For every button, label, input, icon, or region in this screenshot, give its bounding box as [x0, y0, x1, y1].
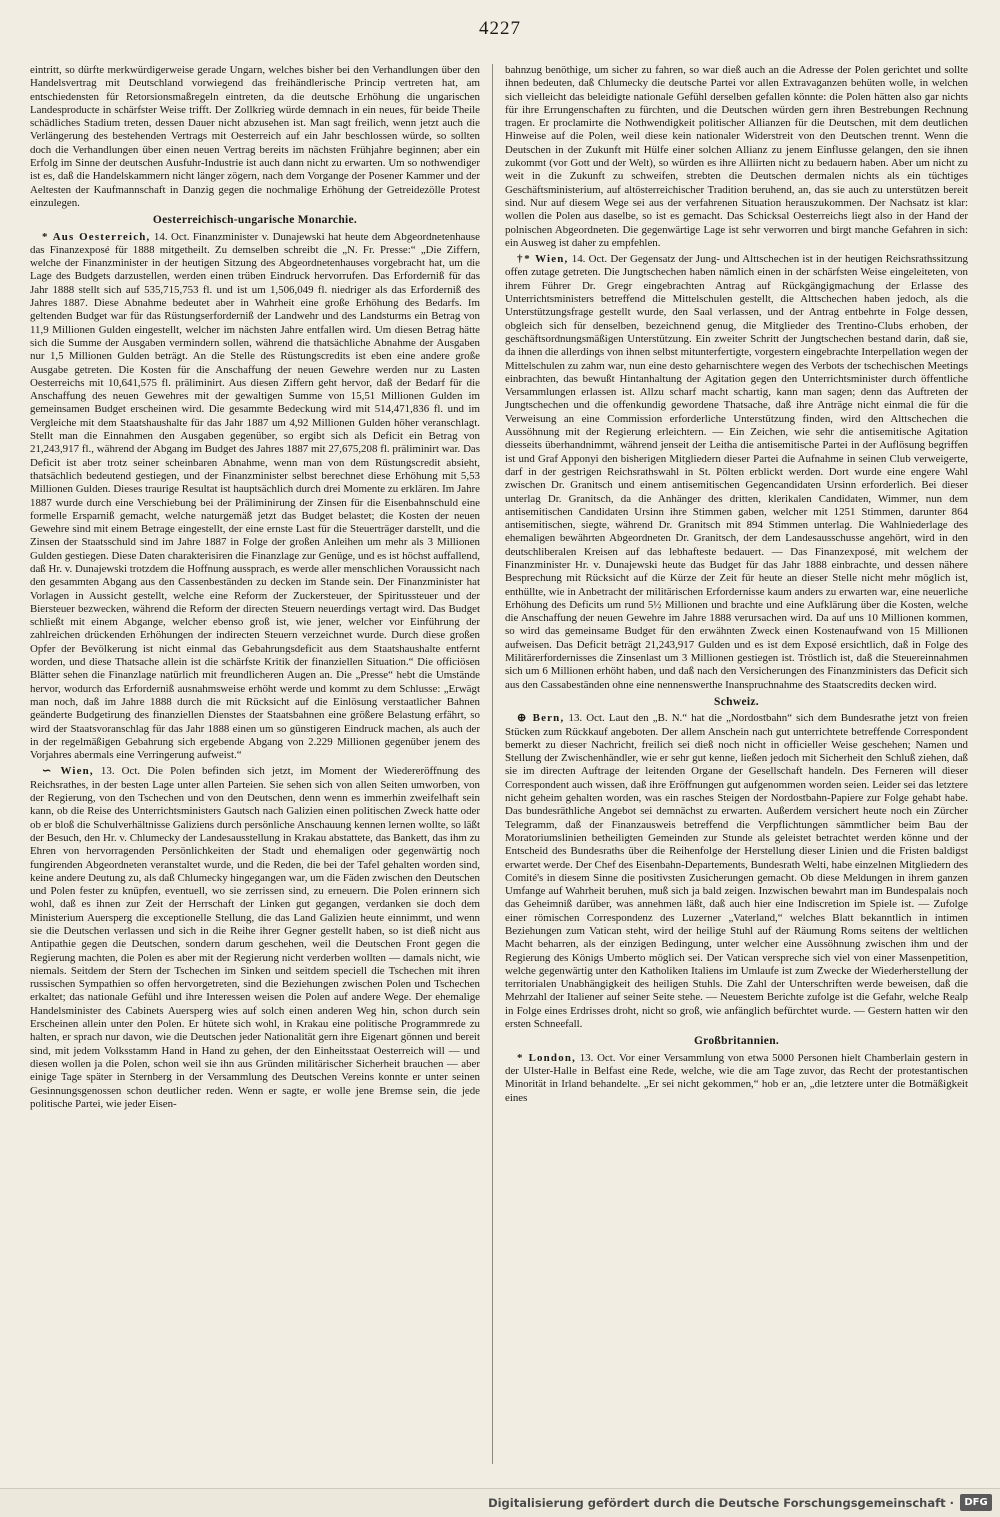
- article-vienna-czechs-text: 14. Oct. Der Gegensatz der Jung- und Alttschechen ist in der heutigen Reichsrathssitzung offen zutage getreten. Die Jungtschechen haben nämlich einen in der schärfsten Weise eingeleiteten, von ihrem Führer Dr. Gregr eingebrachten Antrag auf Rückgängigmachung der Erlasse des Unterrichtsministers betreffend die Mittelschulen gestellt, die Alttschechen haben jedoch, als die Unterstützungsfrage gestellt wurde, den Saal verlassen, und der Antrag entbehrte in Folge dessen, obgleich sich für denselben, bezeichnend genug, die Mitglieder des Trentino-Clubs erhoben, der geschäftsordnungsmäßigen Unterstützung. Ein zweiter Schritt der Jungtschechen bestand darin, daß sie, da ihnen die allerdings von ihnen selbst mitunterfertigte, vorgestern eingebrachte Interpellation wegen der Mittelschulen zu zahm war, nun eine desto geharnischtere wegen des Verbots der tschechischen Meetings einbrachten, das bewußt Hintanhaltung der Agitation gegen den Unterrichtsminister durch öffentliche Versammlungen erlassen ist. Allzu scharf macht schartig, kann man sagen; denn das Auftreten der Jungtschechen und die offenkundig gewordene Thatsache, daß ihre Anträge nicht einmal die für die Verweisung an eine Commission erforderliche Unterstützung finden, wird den Alttschechen die Aussöhnung mit der Regierung erleichtern. — Ein Zeichen, wie sehr die antisemitische Agitation diesseits überhandnimmt, während jenseit der Leitha die antisemitische Partei in der Auflösung begriffen ist und Graf Apponyi den bisherigen Mitgliedern dieser Partei die Aufnahme in seinen Club verweigerte, darf in der gestrigen Reichsrathswahl in St. Pölten erblickt werden. Dort wurde eine engere Wahl zwischen Dr. Granitsch und einem antisemitischen Gegencandidaten Ursinn erforderlich. Bei dieser unterlag Dr. Granitsch, da die Anhänger des dritten, klerikalen Candidaten, Wimmer, nun dem antisemitischen Candidaten Ursinn ihre Stimmen gaben, welcher mit 1251 Stimmen, darunter 864 antisemitischen, siegte, während Dr. Granitsch mit 894 Stimmen unterlag. Die Wahlniederlage des ehemaligen bewährten Abgeordneten Dr. Granitsch, der dem Landesausschusse angehört, wird in den deutschliberalen Kreisen auf das lebhafteste bedauert. — Das Finanzexposé, mit welchem der Finanzminister Hr. v. Dunajewski heute das Budget für das Jahr 1888 einbrachte, und dessen nähere Besprechung mit Rücksicht auf die Kürze der Zeit für heute an dieser Stelle nicht mehr möglich ist, enthüllte, wie in Anbetracht der militärischen Erfordernisse kaum anders zu erwarten war, eine neuerliche Erhöhung des Deficits um rund 5½ Millionen und brachte und eine Aufklärung über die Kosten, welche die Anschaffung der neuen Gewehre im Jahre 1888 verursachen wird. Da auf uns 10 Millionen kommen, so wird das gemeinsame Budget für den erwähnten Zweck einen Kostenaufwand von 15 Millionen aufweisen. Das Deficit beträgt 21,243,917 Gulden und es ist dem Exposé ersichtlich, daß in Folge des Militärerfordernisses die Zinsenlast um 3 Millionen gestiegen ist. Tröstlich ist, daß die Steuereinnahmen sich um 6 Millionen erhöht haben, und daß nach den Versicherungen des Finanzministers das Deficit sich aus den Cassabeständen ohne eine nennenswerthe Inanspruchnahme des Staatscredits decken wird.: [505, 253, 968, 691]
- article-vienna-poles-continued: bahnzug benöthige, um sicher zu fahren, so war dieß auch an die Adresse der Polen gerichtet und sollte ihnen bedeuten, daß Chlumecky die deutsche Partei vor allen Extravaganzen behüten wolle, in welchen sich vielleicht das beleidigte nationale Gefühl derselben gefallen könnte: die Polen hätten also gar nichts für ihre Errungenschaften zu fürchten, und die Deutschen würden gern ihren Bestrebungen Rechnung tragen. Er proclamirte die Nothwendigkeit politischer Allianzen für die Deutschen, mit dem deutlichen Hinweise auf die Polen, weil diese kein nationaler Widerstreit von den Deutschen trennt. Wenn die Deutschen in der Zukunft mit Hülfe einer solchen Allianz zu jenem Einflusse gelangen, den sie ihnen zukommt (vor Gott und der Welt), so würden es ihre Alliirten nicht zu bedauern haben. Aber um nicht zu weit in die Zukunft zu schweifen, strebten die Deutschen dermalen nichts als ein tüchtiges Geschäftsministerium, auf altösterreichischer Tradition beruhend, an, das sie auch zu unterstützen bereit sind. Nur auf diesem Wege sei aus der verfahrenen Situation herauszukommen. Der Nachsatz ist klar: wollen die Polen aus daselbe, so ist es gemacht. Das Schicksal Oesterreichs liegt also in der Hand der polnischen Abgeordneten. Die gegenwärtige Lage ist sehr verworren und birgt manche Gefahren in sich: ein Ausweg ist daher zu empfehlen.: [505, 64, 968, 249]
- dateline-austria: * Aus Oesterreich,: [42, 230, 151, 243]
- article-vienna-czechs: [505, 253, 968, 692]
- right-column: [505, 64, 968, 1464]
- article-london: [505, 1052, 968, 1105]
- section-heading-austria: Oesterreichisch-ungarische Monarchie.: [152, 214, 358, 227]
- left-column: [30, 64, 480, 1464]
- article-london-text: 13. Oct. Vor einer Versammlung von etwa 5000 Personen hielt Chamberlain gestern in der Ulster-Halle in Belfast eine Rede, welche, wie die am Tage zuvor, das Recht der protestantischen Minorität in Irland behandelte. „Er sei nicht gekommen,“ hob er an, „die letztere unter die Botmäßigkeit eines: [505, 1051, 968, 1104]
- article-bern: [505, 712, 968, 1031]
- article-continuation: eintritt, so dürfte merkwürdigerweise gerade Ungarn, welches bisher bei den Verhandlungen über den Handelsvertrag mit Deutschland vorwiegend das freihändlerische Princip vertreten hat, am entschiedensten für Retorsionsmaßregeln eintreten, da die deutsche Erhöhung die ungarischen Landesproducte in schärfster Weise trifft. Der Zollkrieg würde demnach in ein neues, für beide Theile schädliches Stadium treten, dessen Dauer nicht abzusehen ist. Man sagt freilich, wenn jetzt auch die Verlängerung des bestehenden Vertrags mit Oesterreich auf ein Jahr beschlossen würde, so sollten doch die Verhandlungen über einen neuen Vertrag bereits im nächsten Frühjahre beginnen; aber ein Erfolg im Sinne der deutschen Ausfuhr-Industrie ist auch dann nicht zu erwarten. Um so nothwendiger ist es, daß die Handelskammern nicht länger zögern, nach dem Vorgange der Posener Kammer und der Aeltesten der Kaufmannschaft in Danzig gegen die nochmalige Erhöhung der Getreidezölle Protest einzulegen.: [30, 64, 480, 209]
- dateline-vienna-1: ∽ Wien,: [42, 765, 94, 778]
- section-heading-britain: Großbritannien.: [693, 1035, 780, 1048]
- column-divider: [492, 64, 493, 1464]
- article-austria-finance: [30, 231, 480, 763]
- dfg-logo: DFG: [960, 1494, 992, 1511]
- funding-credit: Digitalisierung gefördert durch die Deutsche Forschungsgemeinschaft ·: [488, 1496, 954, 1510]
- dateline-bern: ⊕ Bern,: [517, 712, 565, 725]
- section-heading-switzerland: Schweiz.: [714, 695, 759, 708]
- footer-bar: [0, 1488, 1000, 1517]
- article-austria-finance-text: 14. Oct. Finanzminister v. Dunajewski hat heute dem Abgeordnetenhause das Finanzexposé für 1888 mitgetheilt. Zu demselben schreibt die „N. Fr. Presse:“ „Die Ziffern, welche der Finanzminister in der heutigen Sitzung des Abgeordnetenhauses vorgebracht hat, um die Lage des Budgets darzustellen, werden einen trüben Eindruck hervorrufen. Das Erforderniß für das Jahr 1888 stellt sich auf 535,715,753 fl. und ist um 1,506,049 fl. niedriger als das Erforderniß des Jahres 1887. Diese Abnahme bedeutet aber in Wahrheit eine große Erhöhung des Bedarfs. Im geltenden Budget war für das Rüstungserforderniß der Landwehr und des Landsturms ein Betrag von 11,9 Millionen Gulden eingestellt, welcher im nächsten Jahre entfallen wird. Um diesen Betrag hätte sich die Summe der Ausgaben vermindern sollen, während die thatsächliche Abnahme der Ausgaben nur 1,5 Millionen Gulden beträgt. An die Stelle des Rüstungscredits ist eben eine andere große Ausgabe getreten. Die Kosten für die Anschaffung der neuen Gewehre werden nur zu Lasten Oesterreichs mit 10,641,575 fl. präliminirt. Aus diesen Ziffern geht hervor, daß der Bedarf für die Anschaffung des neuen Gewehres mit der gewaltigen Summe von 15,51 Millionen Gulden im gemeinsamen Budget erscheinen wird. Die gesammte Bedeckung wird mit 514,471,836 fl. und im Vergleiche mit dem Staatshaushalte für das Jahr 1887 um 4,92 Millionen Gulden höher veranschlagt. Stellt man die Einnahmen den Ausgaben gegenüber, so ergibt sich als Deficit ein Betrag von 21,243,917 fl., während der Abgang im Budget des Jahres 1887 mit 27,675,208 fl. präliminirt war. Das Deficit ist aber trotz seiner scheinbaren Abnahme, wenn man von dem Rüstungscredit absieht, thatsächlich bedeutend gestiegen, und der Finanzminister selbst berechnet diese Erhöhung mit 5,53 Millionen Gulden. Dieses traurige Resultat ist hauptsächlich durch drei Momente zu erklären. Im Jahre 1887 wurde durch eine Verschiebung bei der Präliminirung der Zinsen für die Eisenbahnschuld eine formelle Ersparniß gemacht, welche naturgemäß jetzt das Budget belastet; die Kosten der neuen Gewehre sind mit einem Betrage eingestellt, der eine ernste Last für die Steuerträger darstellt, und die Zinsen der Staatsschuld sind im Jahre 1887 in Folge der großen Anleihen um mehr als 3 Millionen Gulden gestiegen. Diese Daten charakterisiren die Finanzlage zur Genüge, und es ist höchst auffallend, daß Hr. v. Dunajewski trotzdem die Hoffnung aussprach, es werde aller menschlichen Voraussicht nach den gesammten Abgang aus den Cassenbeständen zu decken im Stande sein. Der Finanzminister hat Vorlagen in Aussicht gestellt, welche eine Reform der Zuckersteuer, der Spiritussteuer und der Biersteuer bezwecken, während die Reform der directen Steuern neuerdings vertagt wird. Das Budget schließt mit einem Abgange, welcher ebenso groß ist, wie jener, welcher vor Einführung der zahlreichen drückenden Erhöhungen der indirecten Steuern verzeichnet wurde. Durch diese großen Opfer der Bevölkerung ist nicht einmal das Gebahrungsdeficit aus dem Staatshaushalte entfernt worden, und diese Thatsache allein ist die schärfste Kritik der finanziellen Situation.“ Die officiösen Blätter sehen die Finanzlage natürlich mit freundlicheren Augen an. Die „Presse“ hebt die Umstände hervor, wodurch das Erforderniß ausnahmsweise erhöht werde und kommt zu dem Schlusse: „Erwägt man noch, daß im Jahre 1888 durch die mit Rücksicht auf die Einlösung verstaatlicher Bahnen geänderte Budgetirung des finanziellen Dienstes der Staatsbahnen eine größere Belastung erfährt, so wird der Staatsvoranschlag für das Jahr 1888 einen um so günstigeren Eindruck machen, als auch der in der regelmäßigen Gebahrung sich ergebende Abgang von 2.229 Millionen gegenüber jenem des Vorjahres abermals eine Verringerung aufweist.“: [30, 230, 480, 762]
- dateline-vienna-2: †* Wien,: [517, 253, 569, 266]
- dateline-london: * London,: [517, 1051, 577, 1064]
- article-bern-text: 13. Oct. Laut den „B. N.“ hat die „Nordostbahn“ sich dem Bundesrathe jetzt von freien Stücken zum Rückkauf angeboten. Der allem Anschein nach gut unterrichtete betreffende Correspondent bemerkt zu dieser Nachricht, freilich sei dieß noch nicht in officieller Weise geschehen; Namen und Stellung der Zwischenhändler, wie er sehr gut kenne, ließen jedoch mit Sicherheit den Schluß ziehen, daß sie im directen Auftrage der leitenden Organe der Gesellschaft handeln. Des Ferneren will dieser Correspondent auch wissen, daß ihre Eröffnungen gut aufgenommen worden seien. Leider sei das letztere nicht geheim gehalten worden, was ein rasches Steigen der Nordostbahn-Papiere zur Folge gehabt habe. Das bundesräthliche Angebot sei demnächst zu erwarten. Außerdem versichert heute noch ein Zürcher Telegramm, daß der Finanzausweis betreffend die Verpflichtungen sämmtlicher beim Bau der Moratoriumslinien betheiligten Gemeinden zur Stunde als geleistet betrachtet werden könne und der Entscheid des Bundesraths über die Reihenfolge der Herstellung dieser Linien und die Fristen baldigst erwartet werde. Der Chef des Eisenbahn-Departements, Bundesrath Welti, habe einzelnen Mitgliedern des Comité's in diesem Sinne die positivsten Zusicherungen gemacht. Ob diese Meldungen in ihrem ganzen Umfange auf Wahrheit beruhen, muß sich ja bald zeigen. Inzwischen bewahrt man im Bundespalais noch das Geheimniß darüber, was annehmen läßt, daß auch hier eine Indiscretion im Spiele ist. — Zufolge einer römischen Correspondenz des Luzerner „Vaterland,“ welches Blatt bekanntlich in intimen Beziehungen zum Vatican steht, wird der heilige Stuhl auf der Räumung Roms seitens der weltlichen Macht beharren, als der einzigen Bedingung, unter welcher eine Aussöhnung zwischen ihm und der Regierung des Königs Umberto möglich sei. Der Vatican verspreche sich viel von einer Massenpetition, welche gegenwärtig unter den Katholiken Italiens im Umlaufe ist zum Zwecke der Wiederherstellung der territorialen Unabhängigkeit des heiligen Stuhls. Die Zahl der Unterschriften werde beweisen, daß die Mehrzahl der Italiener auf seiner Seite stehe. — Neuestem Berichte zufolge ist die Gefahr, welche Realp in Folge eines Erdrisses droht, nicht so groß, wie anfänglich befürchtet wurde. — Gestern hatten wir den ersten Schneefall.: [505, 712, 968, 1031]
- article-vienna-poles: [30, 765, 480, 1111]
- page-number: 4227: [479, 18, 521, 39]
- article-vienna-poles-text: 13. Oct. Die Polen befinden sich jetzt, im Moment der Wiedereröffnung des Reichsrathes, in der besten Lage unter allen Parteien. Sie sehen sich von allen Seiten umworben, von der Regierung, von den Tschechen und von den Deutschen, denn wenn es immerhin zweifelhaft sein kann, ob die Reise des Unterrichtsministers Gautsch nach Galizien einen politischen Zweck hatte oder ob er bloß die Schulverhältnisse Galiziens durch persönliche Anschauung kennen lernen wollte, so läßt der Besuch, den Hr. v. Chlumecky der Landesausstellung in Krakau abstattete, das Bankett, das ihm zu Ehren von hervorragenden Persönlichkeiten der Stadt und ehemaligen oder gegenwärtig noch fungirenden Abgeordneten veranstaltet wurde, und die Reden, die bei der Tafel gehalten worden sind, keine andere Deutung zu, als daß Chlumecky hingegangen war, um die Fäden zwischen den Deutschen und Polen fester zu knüpfen, eventuell, wo sie zerrissen sind, zu erneuern. Die Polen erinnern sich wohl, daß es ihnen zur Zeit der Herrschaft der Linken gut gegangen, verdanken sie doch dem Ministerium Auersperg die exceptionelle Stellung, die das Land Galizien heute einnimmt, und wenn sie die Deutschen verlassen und sich in die Reihe ihrer Gegner gestellt haben, so ist dieß nicht aus Antipathie gegen die Deutschen, sondern darum geschehen, weil die Deutschen Front gegen die Regierung machten, die Polen es aber mit der Regierung nicht verderben wollten — damals nicht, wie niemals. Seitdem der Stern der Tschechen im Sinken und seitdem speciell die Tschechen mit ihren russischen Sympathien so offen hervorgetreten, sind die Beziehungen zwischen Polen und Tschechen erkaltet; das nationale Gefühl und ihre Interessen weisen die Polen auf andere Wege. Der ehemalige Handelsminister des Cabinets Auersperg wies auf solch einen anderen Weg hin, schon durch sein Erscheinen allein unter den Polen. Er hütete sich wohl, in Krakau eine politische Programmrede zu halten, er sprach nur davon, wie die Deutschen jeder Nationalität gern ihre Eigenart gönnen und bereit sind, mit jedem Volksstamm Hand in Hand zu gehen, der den Einheitsstaat Oesterreich will — und diesen wollen ja die Polen, schon weil sie ihn aus Gründen militärischer Sicherheit brauchen — aber einige Tage später in Sternberg in der Versammlung des Deutschen Vereins konnte er unter seinen Gesinnungsgenossen schon deutlicher reden. Wenn er sagte, er wolle jene Bremse sein, die jede politische Partei, wie jeder Eisen-: [30, 765, 480, 1110]
